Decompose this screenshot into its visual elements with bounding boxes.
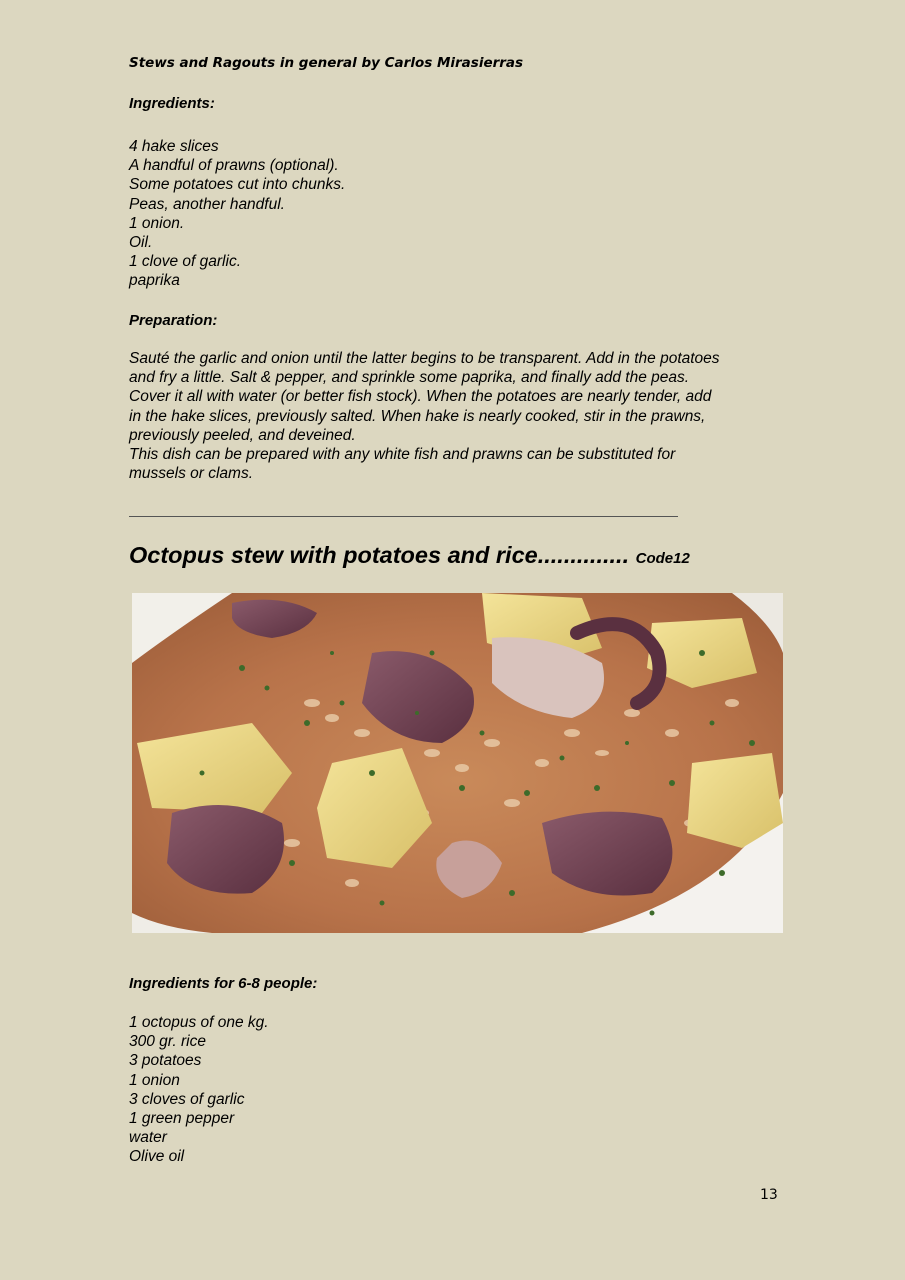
preparation-line: Cover it all with water (or better fish stock). When the potatoes are nearly tender, add xyxy=(129,388,712,406)
ingredient-item: 1 onion xyxy=(129,1071,180,1089)
preparation-line: mussels or clams. xyxy=(129,465,254,483)
preparation-line: This dish can be prepared with any white fish and prawns can be substituted for xyxy=(129,446,676,464)
ingredient-item: paprika xyxy=(129,272,180,290)
ingredient-item: 1 green pepper xyxy=(129,1110,235,1128)
ingredients-heading: Ingredients: xyxy=(129,95,215,112)
ingredient-item: Olive oil xyxy=(129,1148,185,1166)
recipe-title xyxy=(129,542,690,569)
ingredient-item: 1 clove of garlic. xyxy=(129,253,241,271)
recipe-title-text: Octopus stew with potatoes and rice.............. xyxy=(129,542,630,568)
stew-illustration xyxy=(132,593,783,933)
preparation-line: and fry a little. Salt & pepper, and sprinkle some paprika, and finally add the peas. xyxy=(129,369,690,387)
ingredient-item: Some potatoes cut into chunks. xyxy=(129,176,346,194)
ingredient-item: 300 gr. rice xyxy=(129,1033,206,1051)
octopus-stew-photo xyxy=(132,593,783,933)
ingredient-item: A handful of prawns (optional). xyxy=(129,157,339,175)
ingredient-item: 3 cloves of garlic xyxy=(129,1090,245,1108)
recipe-code: Code12 xyxy=(635,550,690,567)
preparation-line: Sauté the garlic and onion until the latter begins to be transparent. Add in the potatoes xyxy=(129,350,720,367)
ingredient-item: 3 potatoes xyxy=(129,1052,202,1070)
ingredient-item: Peas, another handful. xyxy=(129,195,285,213)
page-number: 13 xyxy=(760,1187,778,1203)
preparation-line: in the hake slices, previously salted. When hake is nearly cooked, stir in the prawns, xyxy=(129,407,706,425)
ingredient-item: 1 octopus of one kg. xyxy=(129,1014,269,1031)
preparation-line: previously peeled, and deveined. xyxy=(129,426,356,444)
ingredient-item: water xyxy=(129,1129,167,1147)
ingredients-list xyxy=(129,137,345,291)
ingredient-item: 4 hake slices xyxy=(129,138,219,155)
ingredients-heading-2: Ingredients for 6-8 people: xyxy=(129,975,318,992)
section-divider xyxy=(129,516,678,517)
ingredients-list-2 xyxy=(129,1013,269,1167)
preparation-heading: Preparation: xyxy=(129,312,218,329)
preparation-text xyxy=(129,349,720,483)
running-head: Stews and Ragouts in general by Carlos Mirasierras xyxy=(129,55,524,71)
ingredient-item: 1 onion. xyxy=(129,214,185,232)
ingredient-item: Oil. xyxy=(129,234,153,252)
